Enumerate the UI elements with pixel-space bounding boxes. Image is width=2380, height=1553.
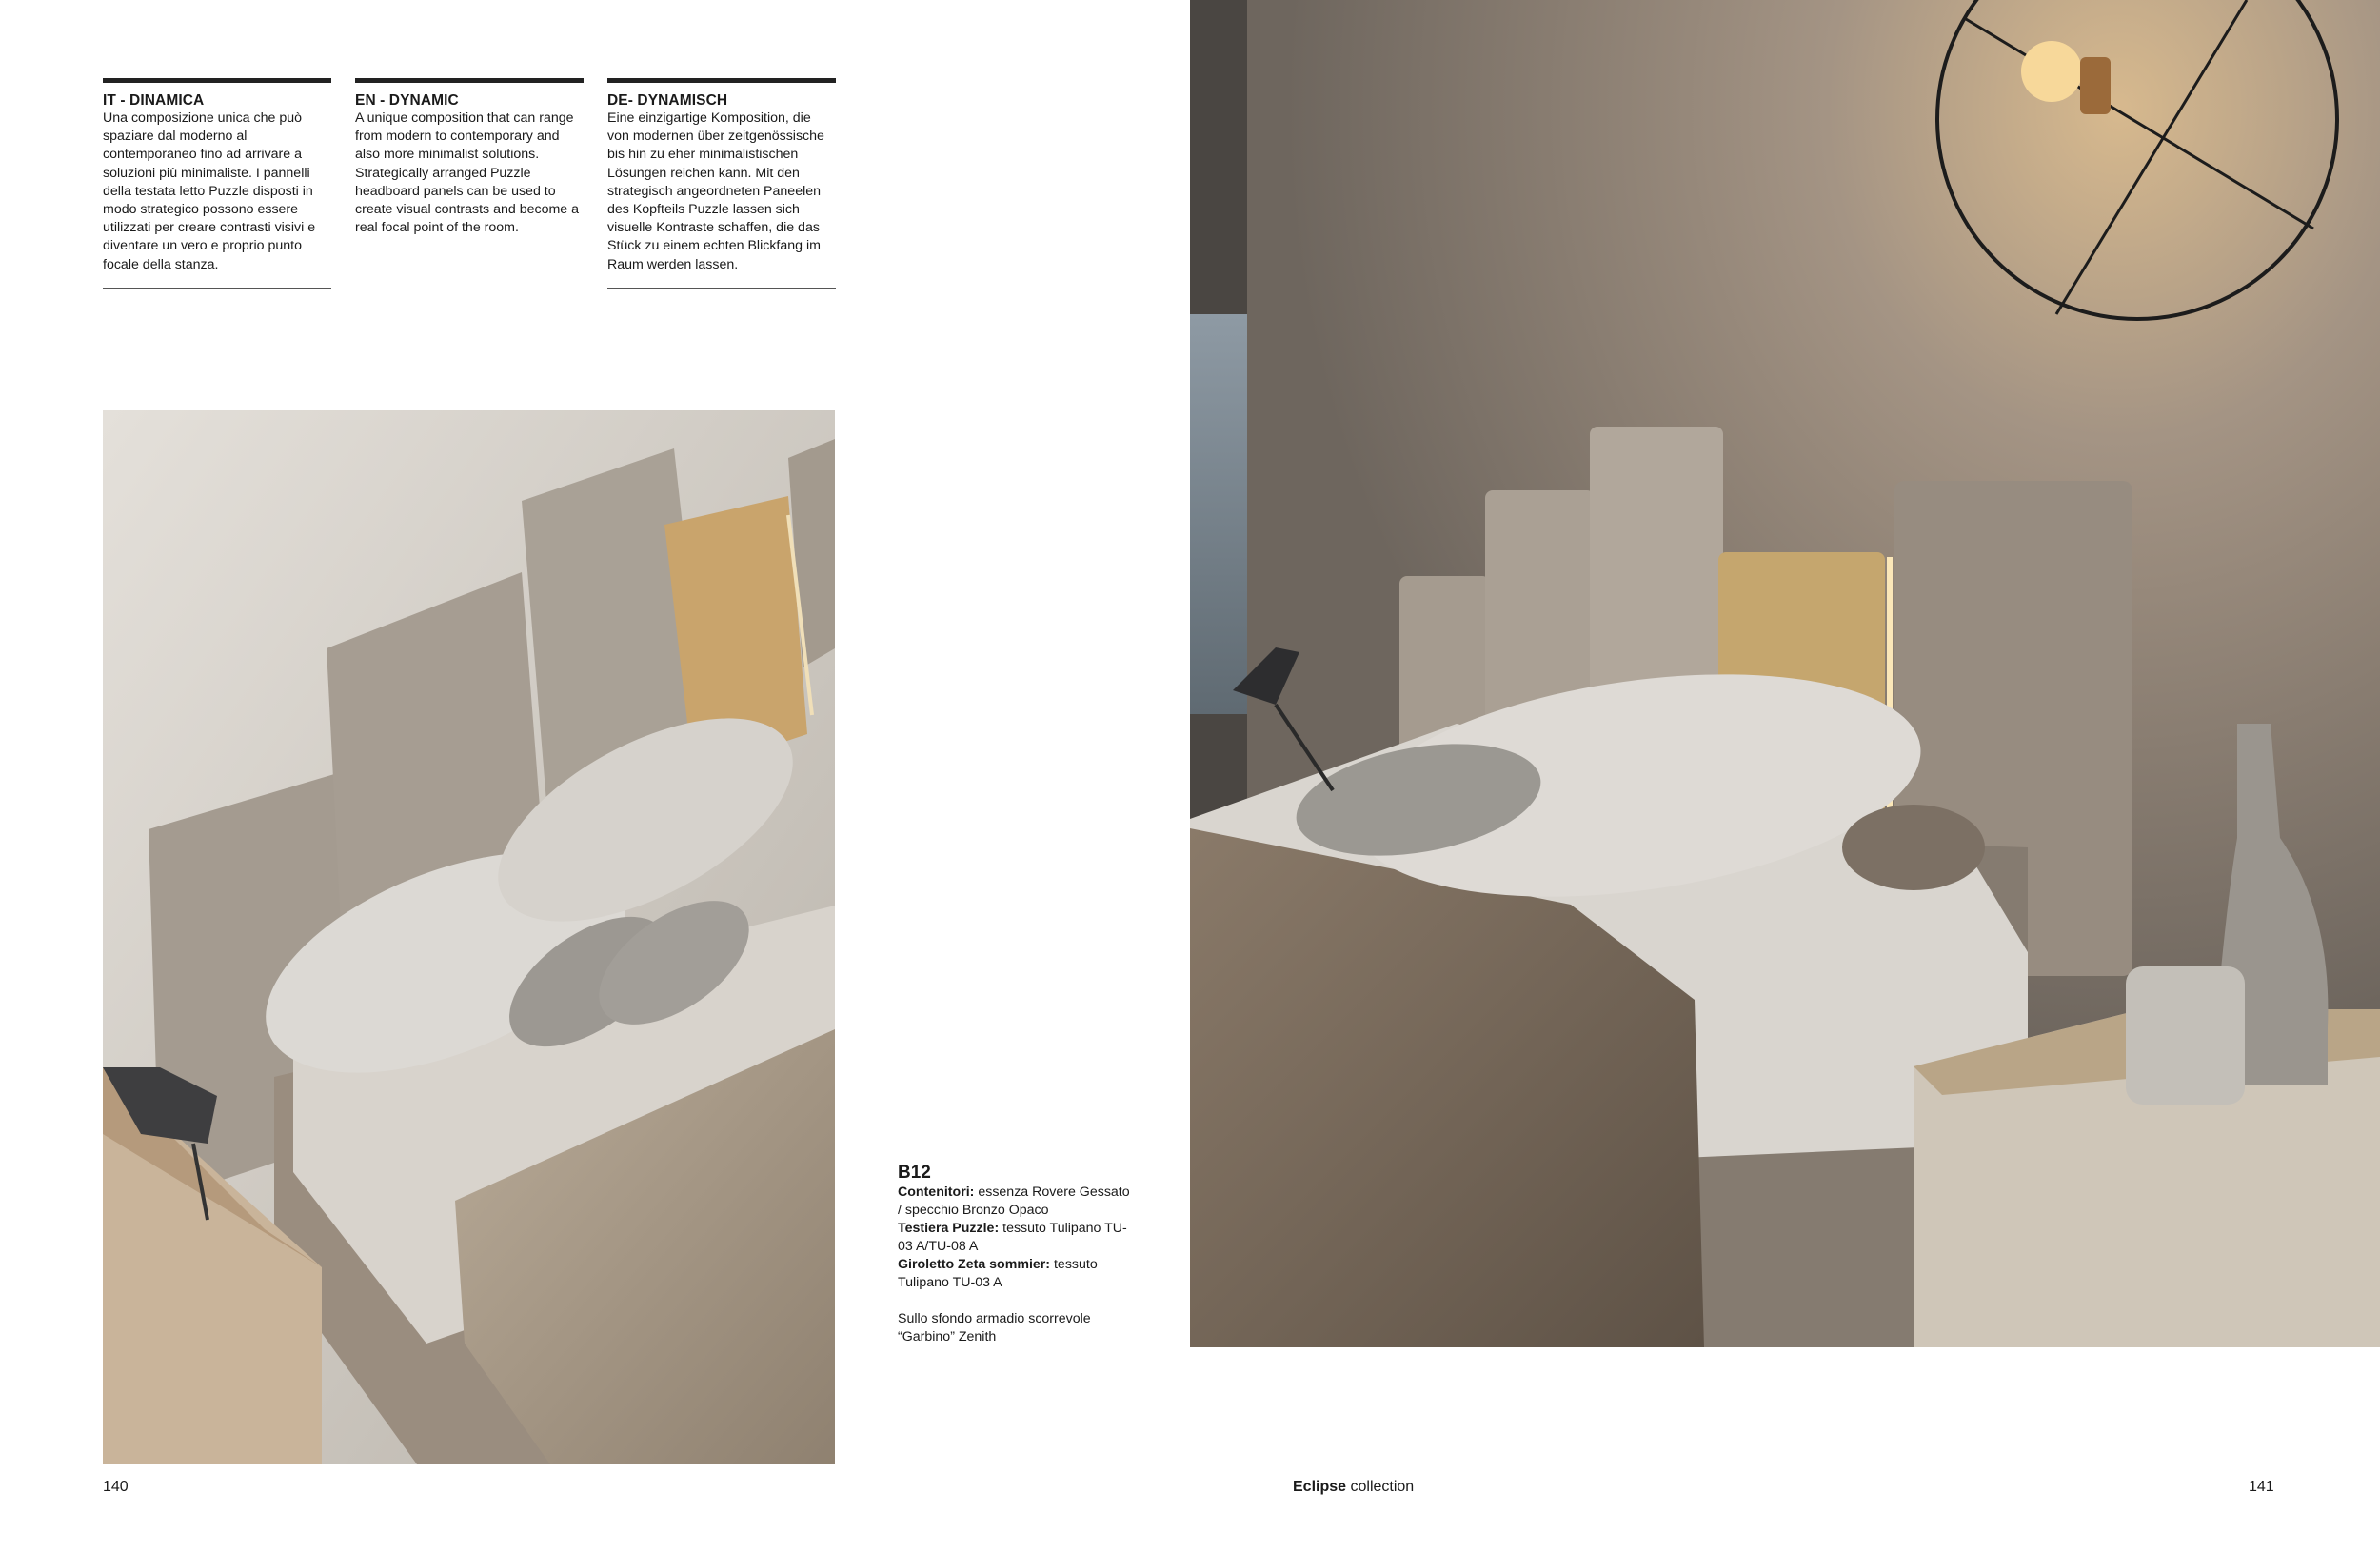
column-body: A unique composition that can range from modern to contemporary and also more minimalist solutions. Strategically arranged Puzzle headboard panels can be used to create visual contrasts and become a real focal point of the room.	[355, 110, 580, 236]
spec-label: Giroletto Zeta sommier:	[898, 1257, 1051, 1272]
column-top-rule	[607, 78, 836, 83]
spec-value: essenza Rovere Gessato / specchio Bronzo Opaco	[898, 1185, 1130, 1218]
spec-value: tessuto Tulipano TU-03 A/TU-08 A	[898, 1221, 1127, 1254]
spec-line	[898, 1184, 1131, 1220]
text-column-it	[103, 78, 331, 289]
bedroom-photo-left	[103, 410, 835, 1464]
product-code: B12	[898, 1163, 931, 1183]
page-number-right: 141	[2249, 1479, 2274, 1495]
column-bottom-rule	[103, 288, 331, 289]
column-heading: DE- DYNAMISCH	[607, 92, 728, 109]
column-body: Una composizione unica che può spaziare dal moderno al contemporaneo fino ad arrivare a soluzioni più minimaliste. I pannelli della testata letto Puzzle disposti in modo strategico possono essere utilizzati per creare contrasti visivi e diventare un vero e proprio punto focale della stanza.	[103, 110, 316, 272]
spec-label: Contenitori:	[898, 1185, 975, 1200]
spec-label: Testiera Puzzle:	[898, 1221, 1000, 1236]
brand-name: Eclipse	[1293, 1479, 1347, 1495]
column-heading: EN - DYNAMIC	[355, 92, 459, 109]
background-note: Sullo sfondo armadio scorrevole “Garbino” Zenith	[898, 1311, 1091, 1344]
spec-line	[898, 1256, 1131, 1292]
collection-word: collection	[1350, 1479, 1415, 1495]
column-heading: IT - DINAMICA	[103, 92, 205, 109]
column-body: Eine einzigartige Komposition, die von modernen über zeitgenössische bis hin zu eher minimalistischen Lösungen reichen kann. Mit den strategisch angeordneten Paneelen des Kopfteils Puzzle lassen sich visuelle Kontraste schaffen, die das Stück zu einem echten Blickfang im Raum werden lassen.	[607, 110, 824, 272]
collection-label	[1293, 1479, 1414, 1496]
column-bottom-rule	[607, 288, 836, 289]
column-top-rule	[103, 78, 331, 83]
text-column-en	[355, 78, 584, 269]
product-info	[898, 1164, 1131, 1346]
text-column-de	[607, 78, 836, 289]
bedroom-photo-right	[1190, 0, 2380, 1347]
column-top-rule	[355, 78, 584, 83]
spec-value: tessuto Tulipano TU-03 A	[898, 1257, 1098, 1290]
spec-line	[898, 1220, 1131, 1256]
page-number-left: 140	[103, 1479, 129, 1495]
